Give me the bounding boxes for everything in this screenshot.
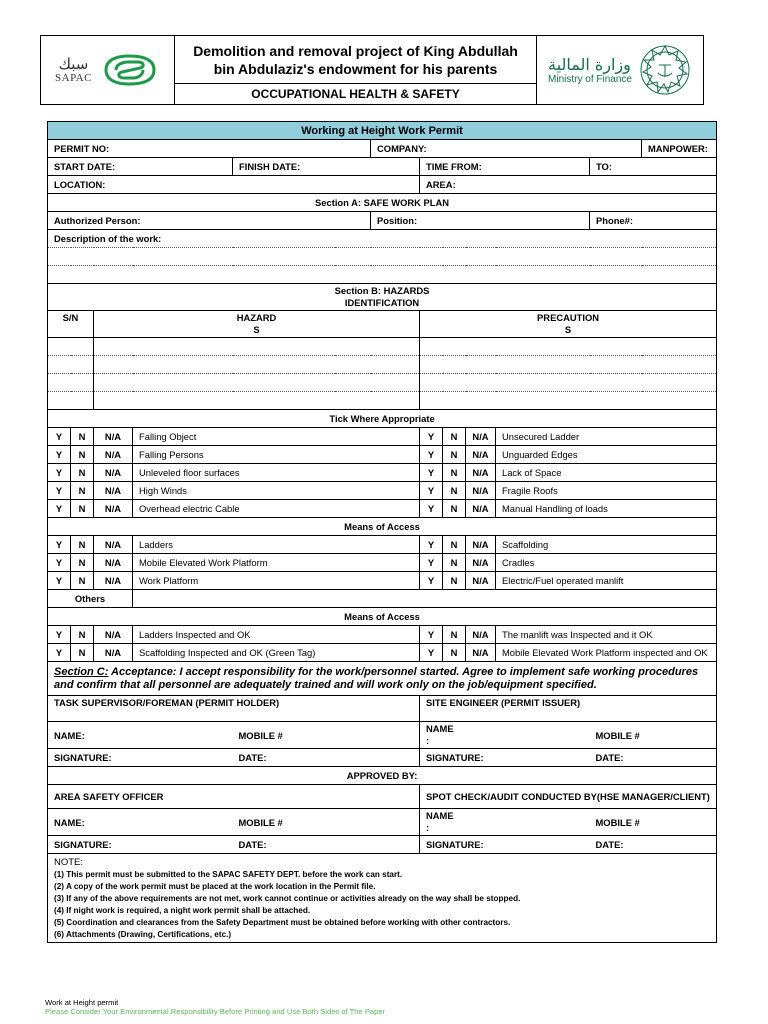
section-c-text: Acceptance: I accept responsibility for the work/personnel started. Agree to implement safe working procedures and confirm that all personnel are adequately trained and will work only on the job/equipment specified. — [54, 665, 699, 691]
officer-mobile-field[interactable]: MOBILE # — [233, 809, 420, 836]
hazard-checklist — [48, 428, 717, 518]
footer-environment-note: Please Consider Your Environmental Responsibility Before Printing and Use Both Sides of The Paper — [45, 1007, 386, 1016]
checklist-item-label: Overhead electric Cable — [133, 500, 420, 518]
yes-option[interactable]: Y — [48, 428, 71, 446]
permit-no-field[interactable]: PERMIT NO: — [48, 140, 371, 158]
engineer-mobile-field[interactable]: MOBILE # — [590, 722, 717, 749]
checklist-item-label: Electric/Fuel operated manlift — [496, 572, 717, 590]
na-option[interactable]: N/A — [94, 428, 133, 446]
checklist-item-label: Ladders — [133, 536, 420, 554]
checklist-item-label: Unleveled floor surfaces — [133, 464, 420, 482]
yes-option[interactable]: Y — [48, 464, 71, 482]
auditor-name-colon: : — [426, 822, 430, 833]
note-line: (6) Attachments (Drawing, Certifications, etc.) — [54, 930, 232, 939]
yes-option[interactable]: Y — [420, 572, 443, 590]
na-option[interactable]: N/A — [466, 428, 496, 446]
sapac-emblem-icon — [98, 53, 160, 87]
auditor-name-label: NAME — [426, 810, 454, 821]
hazards-header-line1: HAZARD — [236, 312, 277, 323]
precautions-header-line1: PRECAUTION — [537, 312, 600, 323]
checklist-row — [48, 626, 717, 644]
no-option[interactable]: N — [71, 572, 94, 590]
section-b-line2: IDENTIFICATION — [344, 297, 420, 308]
no-option[interactable]: N — [71, 626, 94, 644]
others-field[interactable] — [133, 590, 717, 608]
tick-where-appropriate-heading: Tick Where Appropriate — [48, 410, 717, 428]
yes-option[interactable]: Y — [420, 536, 443, 554]
yes-option[interactable]: Y — [420, 428, 443, 446]
checklist-item-label: The manlift was Inspected and it OK — [496, 626, 717, 644]
supervisor-name-field[interactable]: NAME: — [48, 722, 233, 749]
checklist-item-label: Falling Persons — [133, 446, 420, 464]
na-option[interactable]: N/A — [94, 572, 133, 590]
hazards-header-line2: S — [253, 324, 260, 335]
sapac-arabic-text: سبك — [58, 55, 89, 73]
precaution-cell[interactable] — [420, 392, 717, 410]
note-line: (4) If night work is required, a night work permit shall be attached. — [54, 906, 311, 915]
notes-block — [48, 854, 717, 943]
checklist-item-label: Work Platform — [133, 572, 420, 590]
checklist-row — [48, 572, 717, 590]
authorized-person-field[interactable]: Authorized Person: — [48, 212, 371, 230]
checklist-item-label: Manual Handling of loads — [496, 500, 717, 518]
engineer-date-field[interactable]: DATE: — [590, 749, 717, 767]
checklist-row — [48, 482, 717, 500]
no-option[interactable]: N — [71, 446, 94, 464]
na-option[interactable]: N/A — [94, 554, 133, 572]
na-option[interactable]: N/A — [466, 482, 496, 500]
spot-check-heading: SPOT CHECK/AUDIT CONDUCTED BY(HSE MANAGER/CLIENT) — [420, 785, 717, 809]
yes-option[interactable]: Y — [420, 626, 443, 644]
officer-name-field[interactable]: NAME: — [48, 809, 233, 836]
no-option[interactable]: N — [71, 554, 94, 572]
section-a-heading: Section A: SAFE WORK PLAN — [48, 194, 717, 212]
yes-option[interactable]: Y — [48, 554, 71, 572]
precaution-cell[interactable] — [420, 338, 717, 356]
auditor-date-field[interactable]: DATE: — [590, 836, 717, 854]
checklist-item-label: Mobile Elevated Work Platform — [133, 554, 420, 572]
time-from-field[interactable]: TIME FROM: — [420, 158, 590, 176]
yes-option[interactable]: Y — [420, 644, 443, 662]
mof-arabic-text: وزارة المالية — [548, 54, 631, 74]
checklist-item-label: Cradles — [496, 554, 717, 572]
hazard-sn-cell[interactable] — [48, 392, 94, 410]
checklist-item-label: Unguarded Edges — [496, 446, 717, 464]
auditor-mobile-field[interactable]: MOBILE # — [590, 809, 717, 836]
header-title-block — [175, 36, 537, 104]
na-option[interactable]: N/A — [466, 572, 496, 590]
yes-option[interactable]: Y — [48, 644, 71, 662]
checklist-row — [48, 536, 717, 554]
mof-emblem-icon — [638, 43, 692, 97]
checklist-item-label: Scaffolding Inspected and OK (Green Tag) — [133, 644, 420, 662]
na-option[interactable]: N/A — [94, 644, 133, 662]
precaution-cell[interactable] — [420, 374, 717, 392]
checklist-row — [48, 500, 717, 518]
description-field[interactable]: Description of the work: — [48, 230, 717, 248]
work-permit-form — [47, 121, 717, 943]
document-header — [40, 35, 704, 105]
area-safety-officer-heading: AREA SAFETY OFFICER — [48, 785, 420, 809]
access-checklist — [48, 536, 717, 590]
yes-option[interactable]: Y — [420, 446, 443, 464]
checklist-row — [48, 644, 717, 662]
hazard-sn-cell[interactable] — [48, 356, 94, 374]
finish-date-field[interactable]: FINISH DATE: — [233, 158, 420, 176]
no-option[interactable]: N — [71, 536, 94, 554]
others-label: Others — [48, 590, 133, 608]
section-c-label: Section C: — [54, 665, 109, 678]
officer-signature-field[interactable]: SIGNATURE: — [48, 836, 233, 854]
na-option[interactable]: N/A — [466, 464, 496, 482]
checklist-row — [48, 446, 717, 464]
note-line: (5) Coordination and clearances from the Safety Department must be obtained before working with other contractors. — [54, 918, 511, 927]
no-option[interactable]: N — [443, 626, 466, 644]
yes-option[interactable]: Y — [48, 626, 71, 644]
no-option[interactable]: N — [71, 482, 94, 500]
checklist-item-label: Falling Object — [133, 428, 420, 446]
means-of-access-inspection-heading: Means of Access — [48, 608, 717, 626]
no-option[interactable]: N — [71, 464, 94, 482]
auditor-name-field[interactable] — [420, 809, 590, 836]
na-option[interactable]: N/A — [466, 446, 496, 464]
note-heading: NOTE: — [54, 857, 84, 868]
hazard-cell[interactable] — [94, 392, 420, 410]
position-field[interactable]: Position: — [371, 212, 590, 230]
hazard-cell[interactable] — [94, 338, 420, 356]
inspection-checklist — [48, 626, 717, 662]
hazard-cell[interactable] — [94, 374, 420, 392]
hazard-sn-cell[interactable] — [48, 338, 94, 356]
no-option[interactable]: N — [443, 572, 466, 590]
yes-option[interactable]: Y — [48, 572, 71, 590]
checklist-item-label: Lack of Space — [496, 464, 717, 482]
na-option[interactable]: N/A — [466, 536, 496, 554]
yes-option[interactable]: Y — [420, 464, 443, 482]
yes-option[interactable]: Y — [48, 536, 71, 554]
checklist-row — [48, 428, 717, 446]
no-option[interactable]: N — [71, 500, 94, 518]
na-option[interactable]: N/A — [466, 626, 496, 644]
department-title: OCCUPATIONAL HEALTH & SAFETY — [251, 87, 460, 101]
section-c-acceptance — [48, 662, 717, 696]
yes-option[interactable]: Y — [48, 482, 71, 500]
section-b-line1: Section B: HAZARDS — [334, 285, 430, 296]
supervisor-mobile-field[interactable]: MOBILE # — [233, 722, 420, 749]
project-title: Demolition and removal project of King Abdullah bin Abdulaziz's endowment for his parents — [175, 36, 536, 84]
no-option[interactable]: N — [71, 644, 94, 662]
checklist-item-label: Fragile Roofs — [496, 482, 717, 500]
yes-option[interactable]: Y — [420, 482, 443, 500]
company-field[interactable]: COMPANY: — [371, 140, 642, 158]
na-option[interactable]: N/A — [466, 554, 496, 572]
officer-date-field[interactable]: DATE: — [233, 836, 420, 854]
auditor-signature-field[interactable]: SIGNATURE: — [420, 836, 590, 854]
precautions-header-line2: S — [564, 324, 572, 335]
checklist-item-label: High Winds — [133, 482, 420, 500]
yes-option[interactable]: Y — [420, 500, 443, 518]
engineer-name-colon: : — [426, 735, 430, 746]
no-option[interactable]: N — [443, 464, 466, 482]
permit-title: Working at Height Work Permit — [48, 122, 717, 140]
yes-option[interactable]: Y — [420, 554, 443, 572]
precaution-cell[interactable] — [420, 356, 717, 374]
sn-header: S/N — [48, 311, 94, 338]
mof-wordmark — [548, 56, 632, 85]
hazard-cell[interactable] — [94, 356, 420, 374]
na-option[interactable]: N/A — [466, 644, 496, 662]
na-option[interactable]: N/A — [94, 536, 133, 554]
no-option[interactable]: N — [443, 500, 466, 518]
supervisor-signature-field[interactable]: SIGNATURE: — [48, 749, 233, 767]
na-option[interactable]: N/A — [466, 500, 496, 518]
approved-by-heading: APPROVED BY: — [48, 767, 717, 785]
location-field[interactable]: LOCATION: — [48, 176, 420, 194]
na-option[interactable]: N/A — [94, 482, 133, 500]
means-of-access-heading: Means of Access — [48, 518, 717, 536]
description-line[interactable] — [48, 248, 717, 266]
note-line: (1) This permit must be submitted to the SAPAC SAFETY DEPT. before the work can start. — [54, 870, 403, 879]
na-option[interactable]: N/A — [94, 626, 133, 644]
start-date-field[interactable]: START DATE: — [48, 158, 233, 176]
checklist-item-label: Ladders Inspected and OK — [133, 626, 420, 644]
no-option[interactable]: N — [443, 482, 466, 500]
hazards-header — [94, 311, 420, 338]
mof-english-text: Ministry of Finance — [548, 73, 632, 85]
task-supervisor-heading: TASK SUPERVISOR/FOREMAN (PERMIT HOLDER) — [48, 696, 420, 722]
time-to-field[interactable]: TO: — [590, 158, 717, 176]
checklist-item-label: Unsecured Ladder — [496, 428, 717, 446]
description-line[interactable] — [48, 266, 717, 284]
section-b-heading — [48, 284, 717, 311]
no-option[interactable]: N — [443, 536, 466, 554]
checklist-row — [48, 554, 717, 572]
no-option[interactable]: N — [443, 644, 466, 662]
na-option[interactable]: N/A — [94, 500, 133, 518]
no-option[interactable]: N — [443, 554, 466, 572]
checklist-item-label: Scaffolding — [496, 536, 717, 554]
no-option[interactable]: N — [443, 428, 466, 446]
ministry-of-finance-logo — [537, 36, 703, 104]
checklist-item-label: Mobile Elevated Work Platform inspected and OK — [496, 644, 717, 662]
yes-option[interactable]: Y — [48, 446, 71, 464]
engineer-name-label: NAME — [426, 723, 454, 734]
sapac-logo — [41, 36, 175, 104]
manpower-field[interactable]: MANPOWER: — [642, 140, 717, 158]
yes-option[interactable]: Y — [48, 500, 71, 518]
sapac-wordmark — [55, 56, 92, 84]
footer-doc-name: Work at Height permit — [45, 998, 119, 1007]
site-engineer-heading: SITE ENGINEER (PERMIT ISSUER) — [420, 696, 717, 722]
area-field[interactable]: AREA: — [420, 176, 717, 194]
note-line: (3) If any of the above requirements are not met, work cannot continue or activities already on the way shall be stopped. — [54, 894, 521, 903]
engineer-signature-field[interactable]: SIGNATURE: — [420, 749, 590, 767]
page-footer — [45, 998, 385, 1016]
engineer-name-field[interactable] — [420, 722, 590, 749]
phone-field[interactable]: Phone#: — [590, 212, 717, 230]
hazard-sn-cell[interactable] — [48, 374, 94, 392]
no-option[interactable]: N — [443, 446, 466, 464]
note-line: (2) A copy of the work permit must be placed at the work location in the Permit file. — [54, 882, 376, 891]
na-option[interactable]: N/A — [94, 464, 133, 482]
no-option[interactable]: N — [71, 428, 94, 446]
precautions-header — [420, 311, 717, 338]
supervisor-date-field[interactable]: DATE: — [233, 749, 420, 767]
sapac-english-text: SAPAC — [55, 72, 92, 84]
na-option[interactable]: N/A — [94, 446, 133, 464]
checklist-row — [48, 464, 717, 482]
